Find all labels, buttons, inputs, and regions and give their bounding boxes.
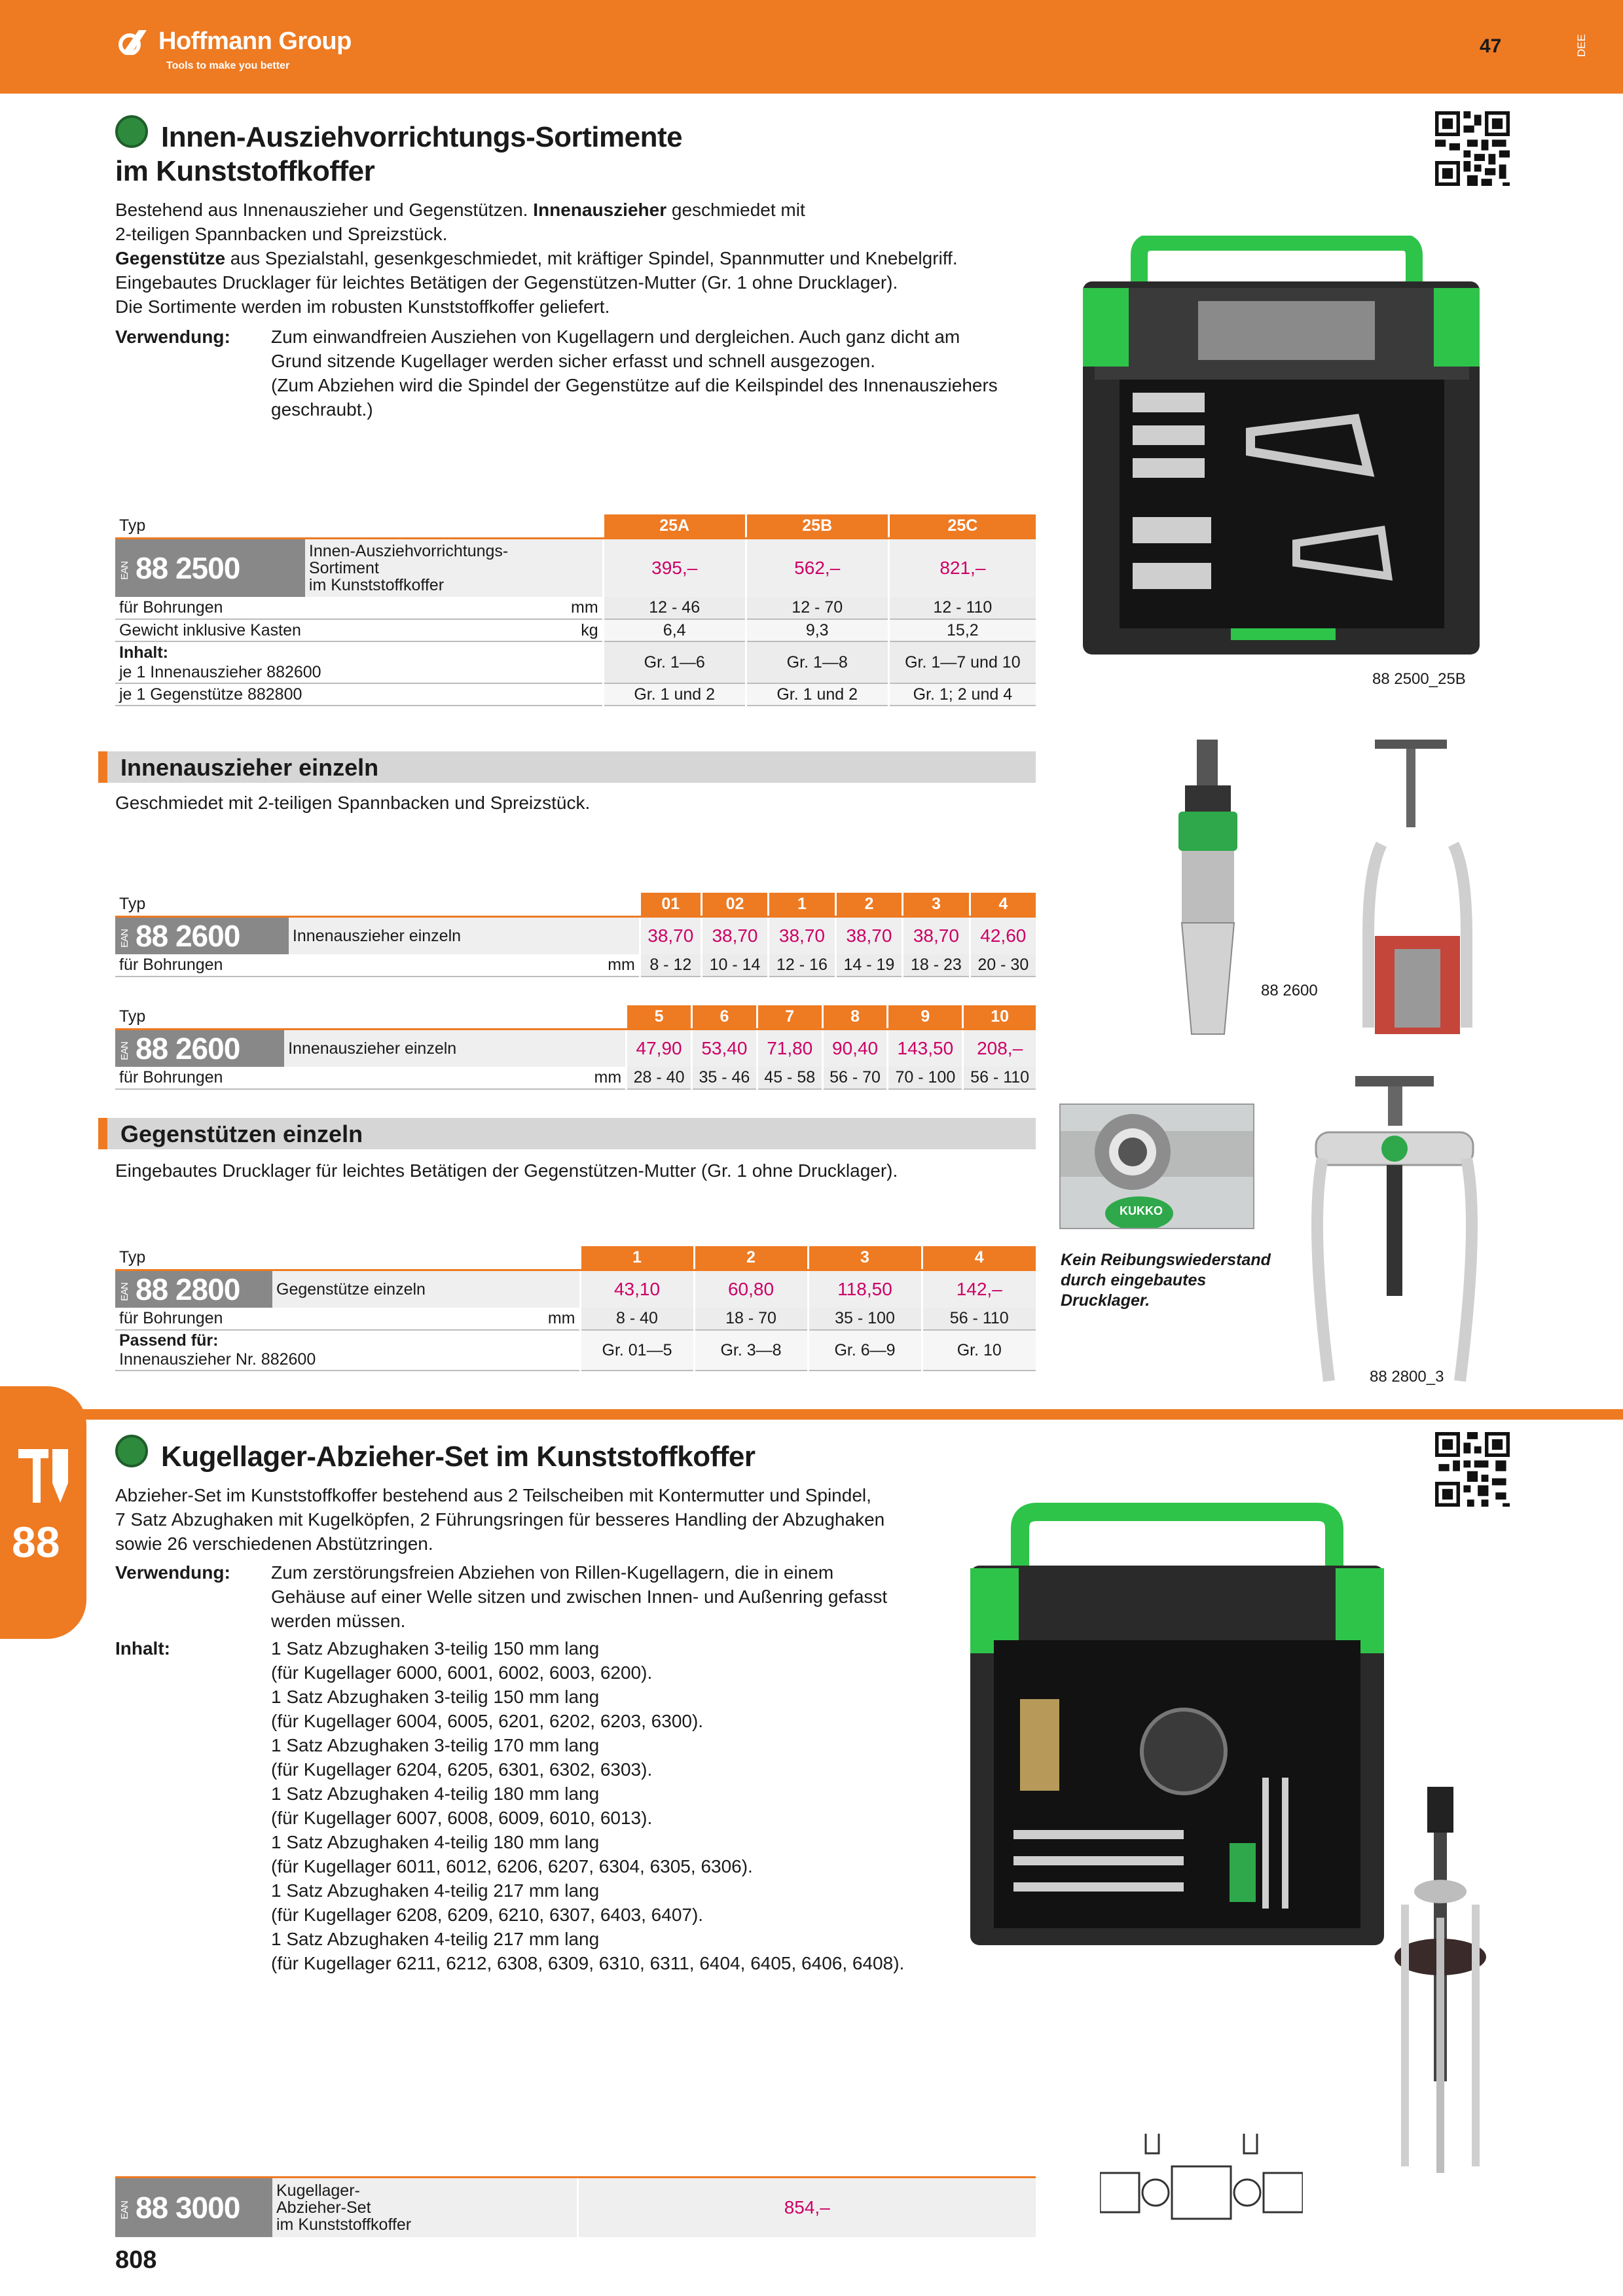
description: Bestehend aus Innenauszieher und Gegenstützen. Innenauszieher geschmiedet mit 2-teiligen Spannbacken und Spreizstück. Gegenstütze aus Spezialstahl, gesenkgeschmiedet, mit kräftiger Spindel, Spannmutter und Knebelgriff. Eingebautes Drucklager für leichtes Betätigen der Gegenstützen-Mutter (Gr. 1 ohne Drucklager). Die Sortimente werden im robusten Kunststoffkoffer geliefert. bbox=[115, 200, 958, 317]
price: 38,70 bbox=[701, 916, 768, 954]
cell: Gr. 10 bbox=[922, 1330, 1036, 1371]
type-label: Typ bbox=[115, 1246, 580, 1270]
usage-label: Verwendung: bbox=[115, 1562, 230, 1583]
section-divider bbox=[0, 1409, 1623, 1420]
catalog-page-number: 47 bbox=[1480, 35, 1502, 57]
row-label: für Bohrungen bbox=[115, 1308, 272, 1330]
type-column: 1 bbox=[580, 1246, 694, 1270]
product-logo-icon bbox=[115, 1435, 148, 1467]
cell: 6,4 bbox=[603, 619, 746, 641]
list-item: 1 Satz Abzughaken 3-teilig 150 mm lang bbox=[271, 1638, 600, 1659]
price: 143,50 bbox=[888, 1029, 963, 1067]
cell: 45 - 58 bbox=[757, 1067, 822, 1089]
price: 395,– bbox=[603, 538, 746, 597]
type-column: 01 bbox=[640, 893, 701, 916]
cell: Gr. 01—5 bbox=[580, 1330, 694, 1371]
type-column: 4 bbox=[970, 893, 1036, 916]
price: 142,– bbox=[922, 1270, 1036, 1308]
product-image-case bbox=[968, 1503, 1387, 1948]
section-header bbox=[98, 751, 1036, 783]
type-column: 2 bbox=[835, 893, 902, 916]
content-list bbox=[271, 1636, 991, 1975]
brand-tagline: Tools to make you better bbox=[166, 60, 290, 71]
puller-tool-icon bbox=[14, 1444, 72, 1507]
list-item: 1 Satz Abzughaken 4-teilig 180 mm lang bbox=[271, 1832, 600, 1852]
product-image-puller bbox=[1159, 740, 1257, 1041]
image-note: Kein Reibungswiederstand durch eingebautes Drucklager. bbox=[1061, 1251, 1271, 1310]
row-unit: mm bbox=[305, 597, 603, 619]
row-unit: mm bbox=[284, 1067, 627, 1089]
price: 90,40 bbox=[822, 1029, 888, 1067]
cell: Gr. 1—7 und 10 bbox=[888, 641, 1036, 683]
type-label: Typ bbox=[115, 514, 603, 538]
price: 53,40 bbox=[691, 1029, 757, 1067]
product-image-counter-support bbox=[1303, 1073, 1486, 1388]
product-image-case bbox=[1080, 236, 1484, 658]
cell: 15,2 bbox=[888, 619, 1036, 641]
cell: 12 - 16 bbox=[769, 954, 835, 977]
list-item: 1 Satz Abzughaken 4-teilig 180 mm lang bbox=[271, 1784, 600, 1804]
detail-image-thrust-bearing bbox=[1059, 1103, 1254, 1229]
section-title: Kugellager-Abzieher-Set im Kunststoffkoffer bbox=[161, 1441, 756, 1473]
row-label: für Bohrungen bbox=[115, 954, 289, 977]
type-label: Typ bbox=[115, 1005, 627, 1029]
cell: 14 - 19 bbox=[835, 954, 902, 977]
price: 60,80 bbox=[694, 1270, 808, 1308]
cell: 56 - 110 bbox=[963, 1067, 1036, 1089]
type-column: 2 bbox=[694, 1246, 808, 1270]
cell: 12 - 46 bbox=[603, 597, 746, 619]
list-item: 1 Satz Abzughaken 4-teilig 217 mm lang bbox=[271, 1929, 600, 1949]
cell: Gr. 6—9 bbox=[808, 1330, 922, 1371]
row-label: Gewicht inklusive Kasten bbox=[115, 619, 305, 641]
price: 854,– bbox=[577, 2177, 1036, 2237]
image-caption: 88 2800_3 bbox=[1370, 1368, 1444, 1386]
price: 43,10 bbox=[580, 1270, 694, 1308]
language-code: DEE bbox=[1575, 34, 1588, 57]
article-number: EAN 88 2800 bbox=[115, 1270, 272, 1308]
price: 71,80 bbox=[757, 1029, 822, 1067]
section-text: Eingebautes Drucklager für leichtes Betätigen der Gegenstützen-Mutter (Gr. 1 ohne Drucklager). bbox=[115, 1160, 898, 1181]
type-column: 02 bbox=[701, 893, 768, 916]
list-item: (für Kugellager 6007, 6008, 6009, 6010, 6013). bbox=[271, 1808, 653, 1828]
row-unit: mm bbox=[289, 954, 640, 977]
type-column: 6 bbox=[691, 1005, 757, 1029]
qr-code-icon[interactable] bbox=[1435, 1432, 1510, 1507]
product-image-puller-in-bearing bbox=[1355, 740, 1480, 1047]
row-label: Inhalt: je 1 Innenauszieher 882600 bbox=[115, 641, 603, 683]
article-description: Innenauszieher einzeln bbox=[289, 916, 640, 954]
diagram-bearing-section bbox=[1100, 2127, 1303, 2224]
section-title: Innenauszieher einzeln bbox=[120, 754, 379, 781]
chapter-number: 88 bbox=[12, 1518, 60, 1566]
price: 562,– bbox=[746, 538, 888, 597]
cell: 20 - 30 bbox=[970, 954, 1036, 977]
price: 208,– bbox=[963, 1029, 1036, 1067]
row-unit: mm bbox=[272, 1308, 580, 1330]
type-column: 3 bbox=[903, 893, 970, 916]
article-number: EAN 88 2500 bbox=[115, 538, 305, 597]
type-column: 10 bbox=[963, 1005, 1036, 1029]
section-title: Gegenstützen einzeln bbox=[120, 1121, 363, 1147]
cell: 18 - 70 bbox=[694, 1308, 808, 1330]
cell: 35 - 46 bbox=[691, 1067, 757, 1089]
price: 47,90 bbox=[627, 1029, 692, 1067]
content-label: Inhalt: bbox=[115, 1638, 170, 1659]
list-item: (für Kugellager 6000, 6001, 6002, 6003, 6200). bbox=[271, 1662, 653, 1683]
price: 38,70 bbox=[769, 916, 835, 954]
price-table bbox=[115, 514, 1036, 706]
cell: Gr. 1 und 2 bbox=[746, 683, 888, 706]
row-label: Passend für: Innenauszieher Nr. 882600 bbox=[115, 1330, 580, 1371]
product-logo-icon bbox=[115, 115, 148, 148]
price: 821,– bbox=[888, 538, 1036, 597]
cell: 56 - 110 bbox=[922, 1308, 1036, 1330]
section-header bbox=[98, 1118, 1036, 1149]
article-description: Gegenstütze einzeln bbox=[272, 1270, 580, 1308]
price: 118,50 bbox=[808, 1270, 922, 1308]
row-label: je 1 Gegenstütze 882800 bbox=[115, 683, 603, 706]
section-text: Geschmiedet mit 2-teiligen Spannbacken und Spreizstück. bbox=[115, 793, 591, 813]
cell: Gr. 1; 2 und 4 bbox=[888, 683, 1036, 706]
type-label: Typ bbox=[115, 893, 640, 916]
table-rule bbox=[115, 2172, 1036, 2177]
brand-name: Hoffmann Group bbox=[158, 27, 352, 55]
cell: Gr. 1 und 2 bbox=[603, 683, 746, 706]
cell: Gr. 3—8 bbox=[694, 1330, 808, 1371]
list-item: (für Kugellager 6208, 6209, 6210, 6307, 6403, 6407). bbox=[271, 1905, 704, 1925]
image-caption: 88 2600 bbox=[1261, 982, 1318, 999]
usage-label: Verwendung: bbox=[115, 327, 230, 347]
price-table bbox=[115, 2172, 1036, 2237]
price: 38,70 bbox=[835, 916, 902, 954]
type-column: 8 bbox=[822, 1005, 888, 1029]
article-description: Innen-Ausziehvorrichtungs- Sortiment im Kunststoffkoffer bbox=[305, 538, 603, 597]
brand-mark-icon bbox=[117, 26, 153, 55]
list-item: (für Kugellager 6004, 6005, 6201, 6202, 6203, 6300). bbox=[271, 1711, 704, 1731]
qr-code-icon[interactable] bbox=[1435, 111, 1510, 186]
type-column: 25B bbox=[746, 514, 888, 538]
price-table bbox=[115, 1246, 1036, 1371]
page-number: 808 bbox=[115, 2246, 157, 2274]
list-item: 1 Satz Abzughaken 3-teilig 170 mm lang bbox=[271, 1735, 600, 1755]
cell: Gr. 1—6 bbox=[603, 641, 746, 683]
article-description: Kugellager- Abzieher-Set im Kunststoffkoffer bbox=[272, 2177, 577, 2237]
description: Abzieher-Set im Kunststoffkoffer bestehend aus 2 Teilscheiben mit Kontermutter und Spindel, 7 Satz Abzughaken mit Kugelköpfen, 2 Führungsringen für besseres Handling der Abzughaken sowie 26 verschiedenen Abstützringen. bbox=[115, 1485, 885, 1554]
list-item: 1 Satz Abzughaken 3-teilig 150 mm lang bbox=[271, 1687, 600, 1707]
section-title: Innen-Ausziehvorrichtungs-Sortimente bbox=[161, 121, 683, 153]
list-item: (für Kugellager 6211, 6212, 6308, 6309, 6310, 6311, 6404, 6405, 6406, 6408). bbox=[271, 1953, 905, 1973]
cell: 10 - 14 bbox=[701, 954, 768, 977]
type-column: 3 bbox=[808, 1246, 922, 1270]
usage-text: Zum einwandfreien Ausziehen von Kugellagern und dergleichen. Auch ganz dicht am Grund sitzende Kugellager werden sicher erfasst und schnell ausgezogen. (Zum Abziehen wird die Spindel der Gegenstütze auf die Keilspindel des Innenausziehers geschraubt.) bbox=[271, 327, 998, 420]
cell: Gr. 1—8 bbox=[746, 641, 888, 683]
type-column: 25A bbox=[603, 514, 746, 538]
price: 38,70 bbox=[640, 916, 701, 954]
list-item: 1 Satz Abzughaken 4-teilig 217 mm lang bbox=[271, 1880, 600, 1901]
cell: 56 - 70 bbox=[822, 1067, 888, 1089]
cell: 8 - 40 bbox=[580, 1308, 694, 1330]
cell: 28 - 40 bbox=[627, 1067, 692, 1089]
product-image-bearing-puller bbox=[1375, 1787, 1506, 2179]
article-number: EAN 88 2600 bbox=[115, 1029, 284, 1067]
cell: 9,3 bbox=[746, 619, 888, 641]
row-label: für Bohrungen bbox=[115, 1067, 284, 1089]
price: 38,70 bbox=[903, 916, 970, 954]
kukko-logo: KUKKO bbox=[1120, 1204, 1163, 1217]
type-column: 25C bbox=[888, 514, 1036, 538]
list-item: (für Kugellager 6011, 6012, 6206, 6207, 6304, 6305, 6306). bbox=[271, 1856, 753, 1876]
row-unit: kg bbox=[305, 619, 603, 641]
cell: 8 - 12 bbox=[640, 954, 701, 977]
type-column: 5 bbox=[627, 1005, 692, 1029]
price-table bbox=[115, 1005, 1036, 1090]
article-description: Innenauszieher einzeln bbox=[284, 1029, 627, 1067]
cell: 70 - 100 bbox=[888, 1067, 963, 1089]
cell: 35 - 100 bbox=[808, 1308, 922, 1330]
price: 42,60 bbox=[970, 916, 1036, 954]
type-column: 9 bbox=[888, 1005, 963, 1029]
chapter-tab[interactable] bbox=[0, 1386, 86, 1639]
list-item: (für Kugellager 6204, 6205, 6301, 6302, 6303). bbox=[271, 1759, 653, 1780]
row-label: für Bohrungen bbox=[115, 597, 305, 619]
section-title: im Kunststoffkoffer bbox=[115, 155, 375, 187]
cell: 18 - 23 bbox=[903, 954, 970, 977]
usage-text: Zum zerstörungsfreien Abziehen von Rillen-Kugellagern, die in einem Gehäuse auf einer Welle sitzen und zwischen Innen- und Außenring gefasst werden müssen. bbox=[271, 1562, 888, 1631]
article-number: EAN 88 3000 bbox=[115, 2177, 272, 2237]
cell: 12 - 70 bbox=[746, 597, 888, 619]
type-column: 7 bbox=[757, 1005, 822, 1029]
cell: 12 - 110 bbox=[888, 597, 1036, 619]
type-column: 4 bbox=[922, 1246, 1036, 1270]
type-column: 1 bbox=[769, 893, 835, 916]
brand-logo[interactable] bbox=[117, 24, 392, 69]
article-number: EAN 88 2600 bbox=[115, 916, 289, 954]
image-caption: 88 2500_25B bbox=[1372, 670, 1466, 688]
price-table bbox=[115, 893, 1036, 977]
